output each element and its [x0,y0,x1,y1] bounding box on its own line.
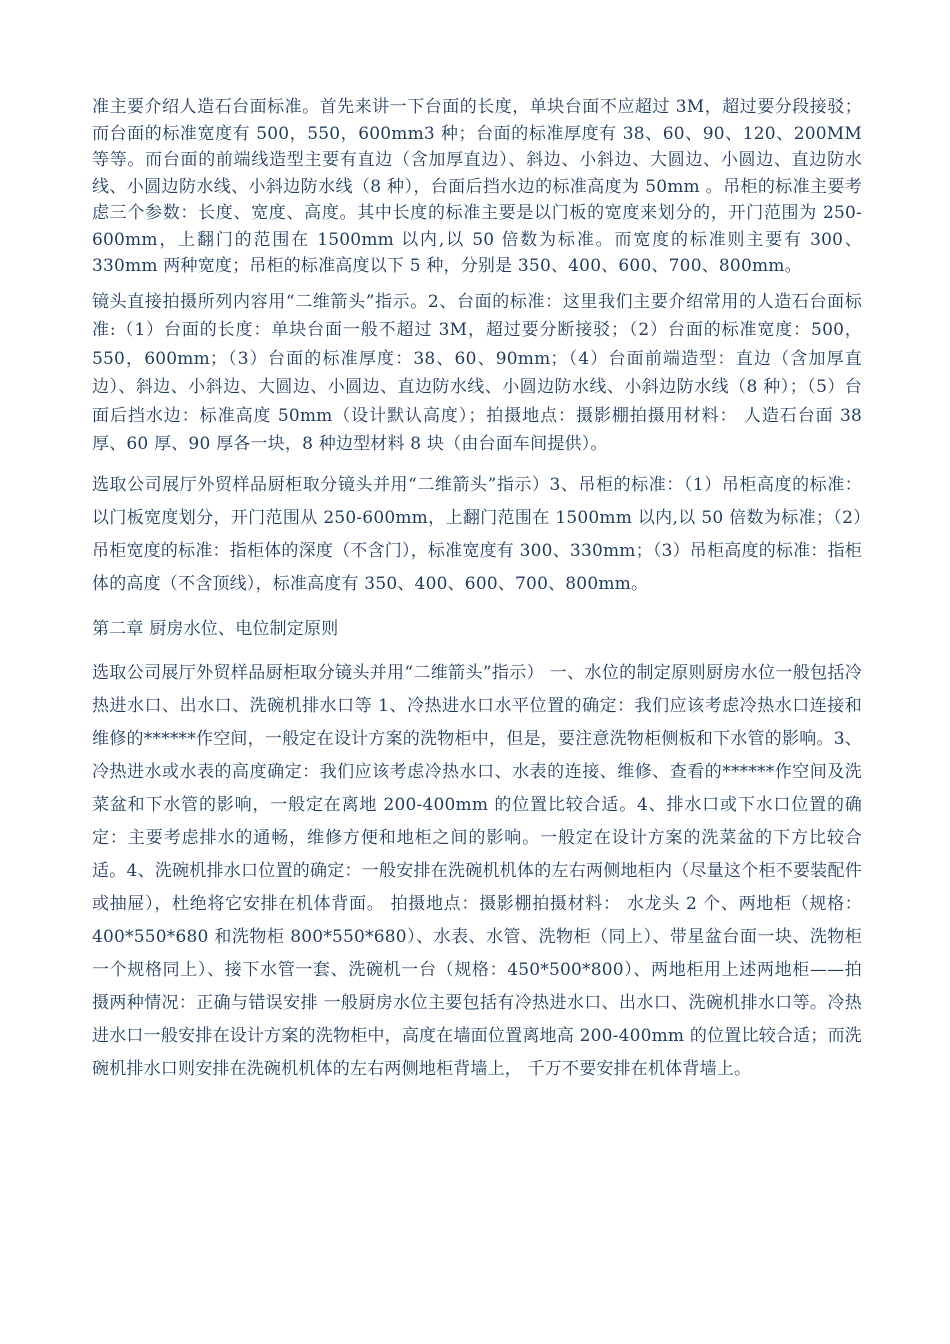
chapter-heading: 第二章 厨房水位、电位制定原则 [92,618,339,639]
paragraph-countertop-shot-notes: 镜头直接拍摄所列内容用“二维箭头”指示。2、台面的标准：这里我们主要介绍常用的人造石台面标准:（1）台面的长度：单块台面一般不超过 3M，超过要分断接驳；（2）台面的标准宽度：500，550，600mm；（3）台面的标准厚度：38、60、90mm；（4）台面前端造型：直边（含加厚直边）、斜边、小斜边、大圆边、小圆边、直边防水线、小圆边防水线、小斜边防水线（8 种）；（5）台面后挡水边：标准高度 50mm（设计默认高度）；拍摄地点：摄影棚拍摄用材料： 人造石台面 38 厚、60 厚、90 厚各一块，8 种边型材料 8 块（由台面车间提供）。 [92,291,862,454]
paragraph-countertop-and-cabinet-standards: 准主要介绍人造石台面标准。首先来讲一下台面的长度，单块台面不应超过 3M，超过要分段接驳；而台面的标准宽度有 500，550，600mm3 种；台面的标准厚度有 38、60、90、120、200MM 等等。而台面的前端线造型主要有直边（含加厚直边）、斜边、小斜边、大圆边、小圆边、直边防水线、小圆边防水线、小斜边防水线（8 种），台面后挡水边的标准高度为 50mm 。吊柜的标准主要考虑三个参数：长度、宽度、高度。其中长度的标准主要是以门板的宽度来划分的，开门范围为 250-600mm，上翻门的范围在 1500mm 以内,以 50 倍数为标准。而宽度的标准则主要有 300、330mm 两种宽度；吊柜的标准高度以下 5 种，分别是 350、400、600、700、800mm。 [92,97,862,276]
paragraph-water-position-principles: 选取公司展厅外贸样品厨柜取分镜头并用“二维箭头”指示） 一、水位的制定原则厨房水位一般包括冷热进水口、出水口、洗碗机排水口等 1、冷热进水口水平位置的确定：我们应该考虑冷热水口连接和维修的******作空间，一般定在设计方案的洗物柜中，但是，要注意洗物柜侧板和下水管的影响。3、冷热进水或水表的高度确定：我们应该考虑冷热水口、水表的连接、维修、查看的******作空间及洗菜盆和下水管的影响，一般定在离地 200-400mm 的位置比较合适。4、排水口或下水口位置的确定：主要考虑排水的通畅，维修方便和地柜之间的影响。一般定在设计方案的洗菜盆的下方比较合适。4、洗碗机排水口位置的确定：一般安排在洗碗机机体的左右两侧地柜内（尽量这个柜不要装配件或抽屉），杜绝将它安排在机体背面。 拍摄地点：摄影棚拍摄材料： 水龙头 2 个、两地柜（规格：400*550*680 和洗物柜 800*550*680）、水表、水管、洗物柜（同上）、带星盆台面一块、洗物柜一个规格同上）、接下水管一套、洗碗机一台（规格：450*500*800）、两地柜用上述两地柜——拍摄两种情况：正确与错误安排 一般厨房水位主要包括有冷热进水口、出水口、洗碗机排水口等。冷热进水口一般安排在设计方案的洗物柜中，高度在墙面位置离地高 200-400mm 的位置比较合适；而洗碗机排水口则安排在洗碗机机体的左右两侧地柜背墙上， 千万不要安排在机体背墙上。 [92,662,862,1079]
paragraph-wall-cabinet-standards: 选取公司展厅外贸样品厨柜取分镜头并用“二维箭头”指示）3、吊柜的标准：（1）吊柜高度的标准：以门板宽度划分，开门范围从 250-600mm，上翻门范围在 1500mm 以内,以 50 倍数为标准；（2）吊柜宽度的标准：指柜体的深度（不含门），标准宽度有 300、330mm；（3）吊柜高度的标准：指柜体的高度（不含顶线），标准高度有 350、400、600、700、800mm。 [92,474,862,594]
document-body [92,94,862,1086]
